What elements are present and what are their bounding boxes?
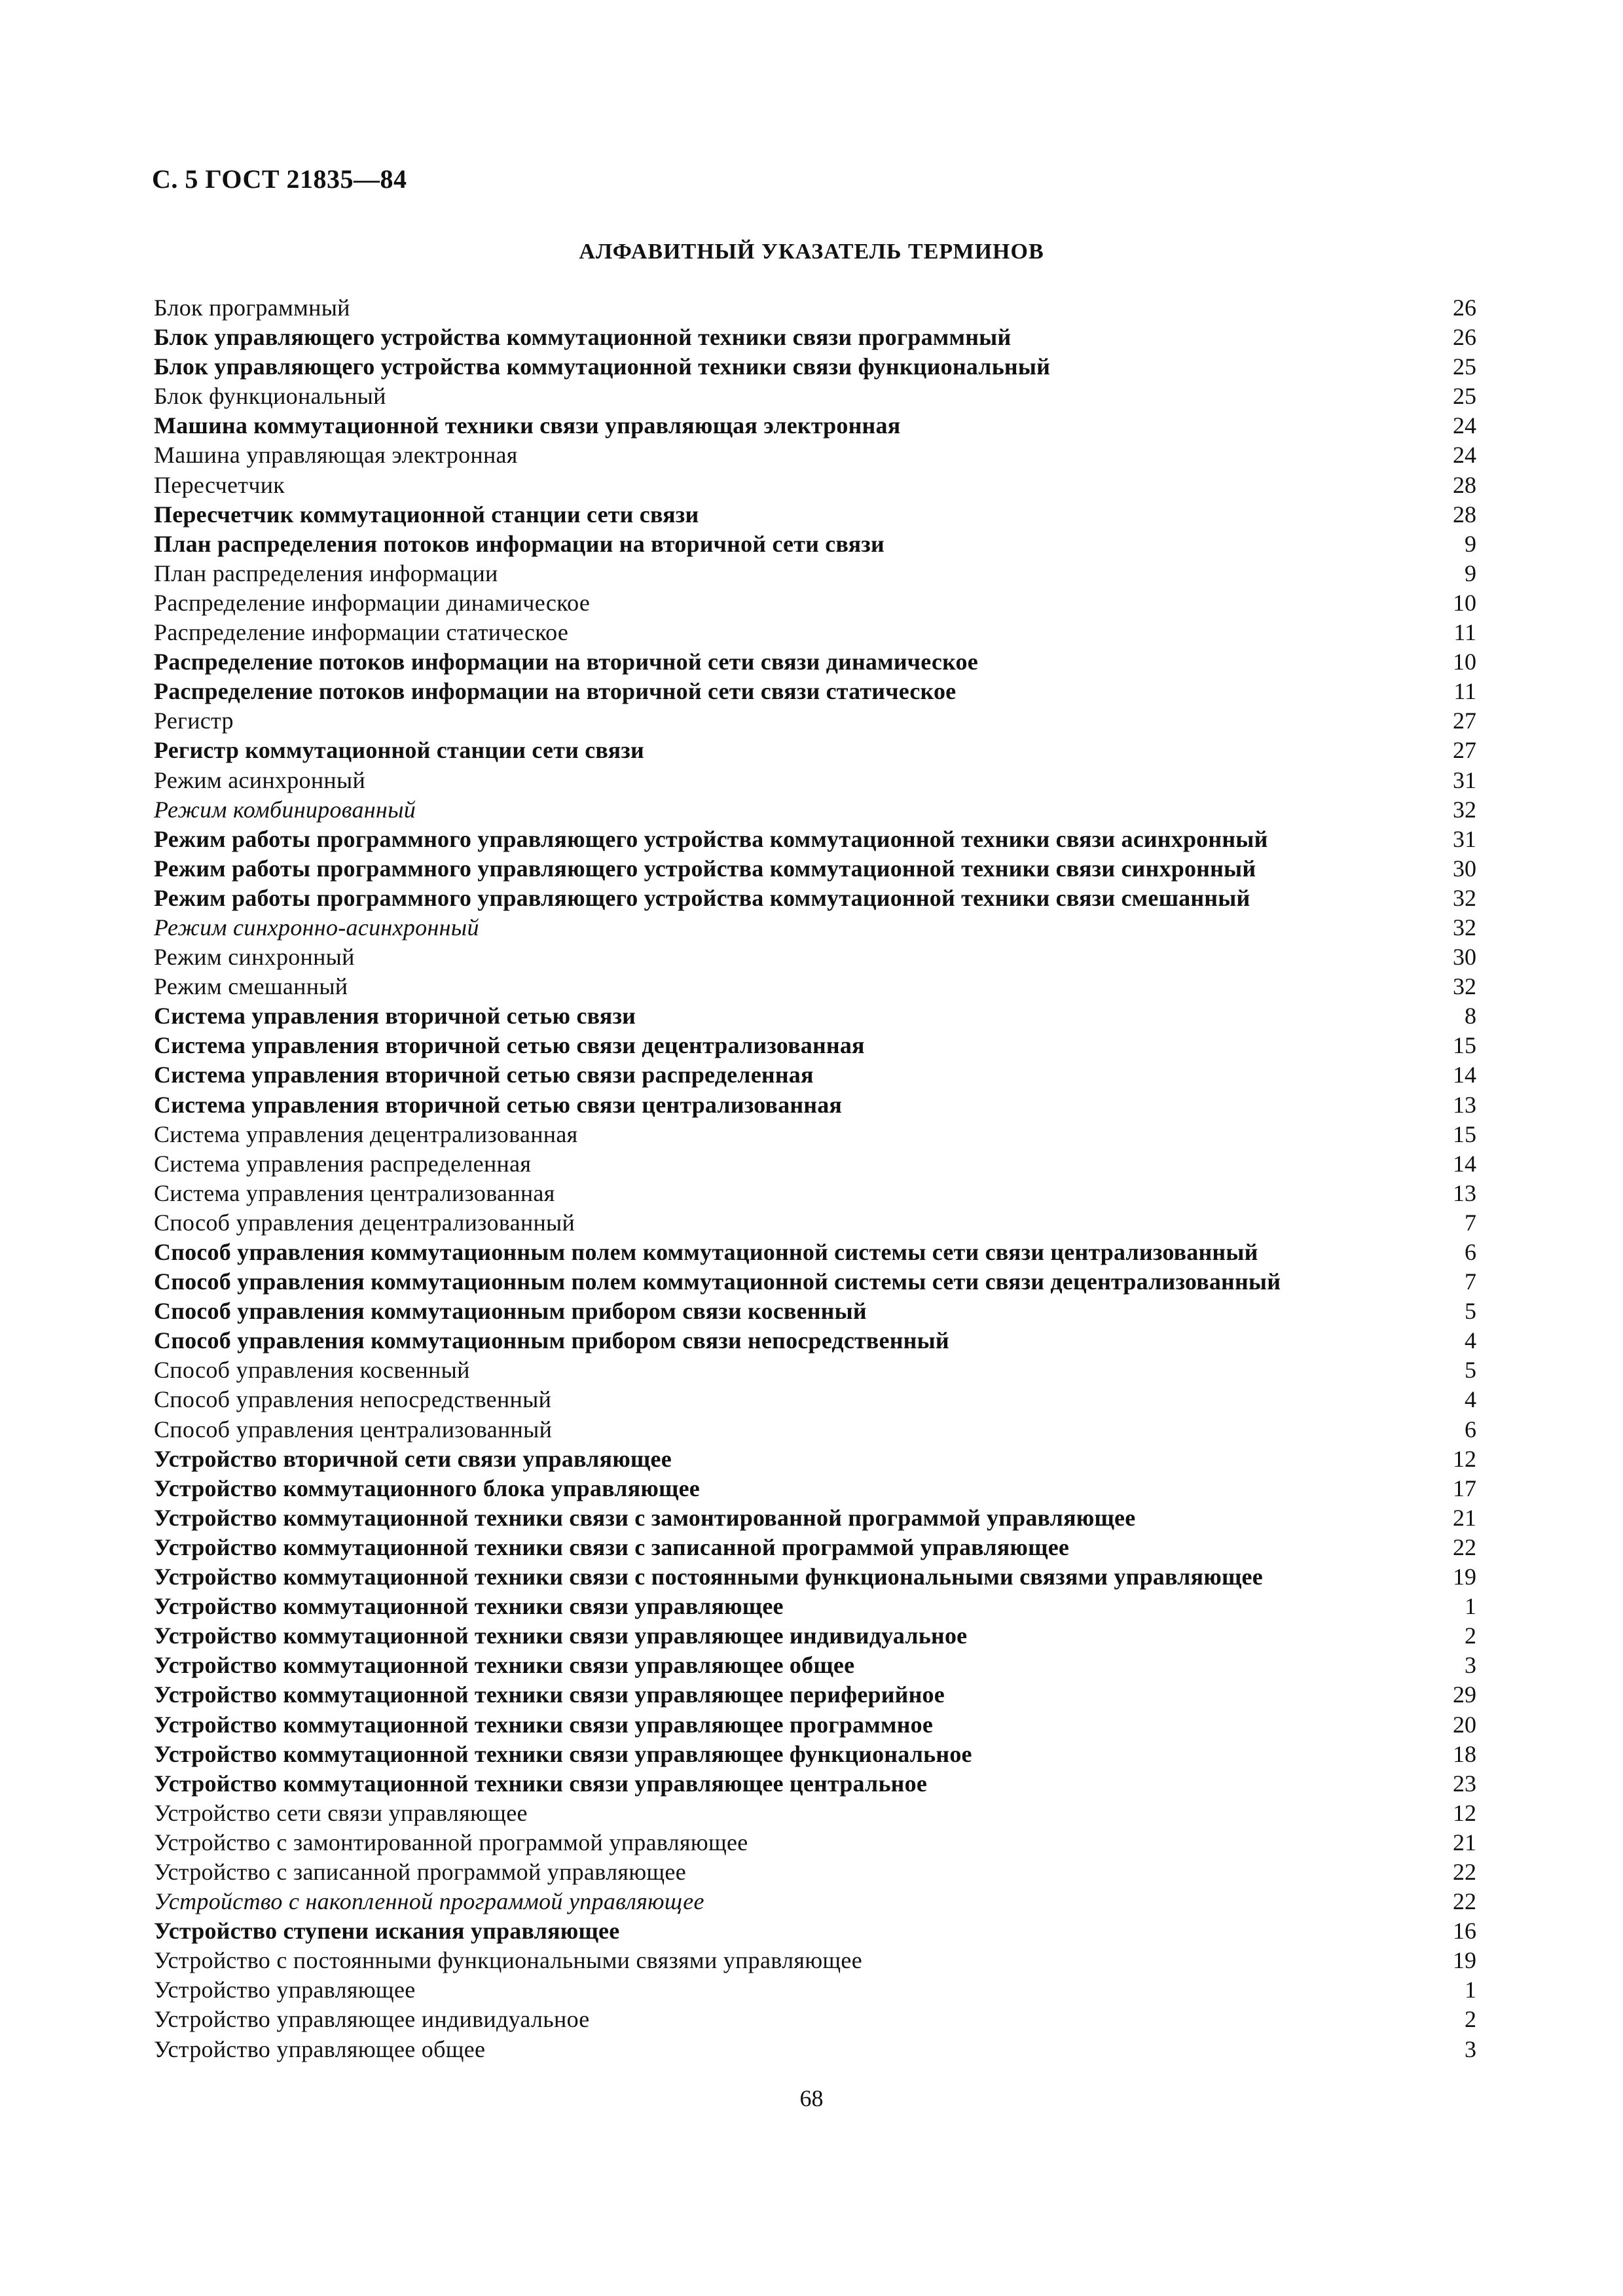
index-entry: [154, 1208, 1476, 1238]
index-entry: [154, 825, 1476, 854]
index-entry-term: Устройство коммутационной техники связи управляющее общее: [154, 1652, 855, 1679]
index-entry-term: Устройство коммутационной техники связи управляющее периферийное: [154, 1681, 945, 1708]
index-entry-number: 20: [1453, 1711, 1476, 1738]
index-entry: [154, 1916, 1476, 1946]
index-entry-number: 22: [1453, 1534, 1476, 1560]
index-entry-term: Система управления распределенная: [154, 1150, 532, 1177]
index-entry-number: 7: [1465, 1268, 1476, 1295]
index-entry-number: 9: [1465, 530, 1476, 557]
index-entry: [154, 1179, 1476, 1208]
index-entry: [154, 1828, 1476, 1857]
index-entry: [154, 1975, 1476, 2005]
index-entry: [154, 1120, 1476, 1149]
index-entry-number: 14: [1453, 1062, 1476, 1088]
index-entry-number: 12: [1453, 1445, 1476, 1472]
index-entry-number: 27: [1453, 737, 1476, 764]
index-entry: [154, 854, 1476, 884]
index-entry: [154, 323, 1476, 352]
index-entry-number: 32: [1453, 796, 1476, 823]
index-entry: [154, 1297, 1476, 1326]
index-entry-number: 17: [1453, 1475, 1476, 1501]
index-entry-term: Регистр: [154, 708, 234, 734]
index-entry-term: Режим работы программного управляющего устройства коммутационной техники связи асинхронный: [154, 825, 1268, 852]
index-entry: [154, 618, 1476, 647]
index-entry-number: 4: [1465, 1386, 1476, 1413]
index-entry: [154, 736, 1476, 765]
index-entry: [154, 1149, 1476, 1179]
index-entry-term: Устройство коммутационной техники связи управляющее: [154, 1593, 784, 1620]
index-entry-number: 21: [1453, 1504, 1476, 1531]
index-entry-number: 3: [1465, 2036, 1476, 2062]
index-entry-term: Режим синхронно-асинхронный: [154, 914, 479, 941]
index-entry-term: Устройство управляющее индивидуальное: [154, 2006, 590, 2033]
index-entry: [154, 411, 1476, 440]
index-entry: [154, 1887, 1476, 1916]
index-entry-term: Способ управления централизованный: [154, 1416, 553, 1443]
index-entry-number: 19: [1453, 1947, 1476, 1974]
term-index-list: [154, 293, 1476, 2064]
index-entry-number: 25: [1453, 353, 1476, 380]
index-entry-term: Способ управления коммутационным прибором связи непосредственный: [154, 1327, 949, 1354]
index-entry-number: 28: [1453, 501, 1476, 528]
index-entry: [154, 588, 1476, 618]
index-entry-number: 7: [1465, 1209, 1476, 1236]
index-entry-term: Устройство с записанной программой управляющее: [154, 1858, 686, 1885]
index-entry: [154, 1857, 1476, 1887]
index-entry-term: Распределение информации динамическое: [154, 589, 591, 616]
index-entry-term: Машина коммутационной техники связи управляющая электронная: [154, 412, 901, 439]
index-entry-term: Распределение потоков информации на вторичной сети связи статическое: [154, 678, 957, 705]
index-title: АЛФАВИТНЫЙ УКАЗАТЕЛЬ ТЕРМИНОВ: [579, 240, 1044, 264]
index-entry-number: 16: [1453, 1918, 1476, 1945]
index-entry: [154, 942, 1476, 972]
index-entry: [154, 1946, 1476, 1975]
index-entry-term: Машина управляющая электронная: [154, 442, 518, 469]
index-entry: [154, 972, 1476, 1001]
index-entry-term: Блок функциональный: [154, 383, 386, 410]
index-entry-number: 1: [1465, 1593, 1476, 1620]
index-entry-number: 31: [1453, 766, 1476, 793]
index-entry: [154, 1799, 1476, 1828]
index-entry-number: 30: [1453, 944, 1476, 971]
index-entry-term: Устройство ступени искания управляющее: [154, 1918, 620, 1945]
index-entry: [154, 382, 1476, 411]
index-entry-number: 11: [1453, 619, 1476, 646]
index-entry: [154, 795, 1476, 825]
index-entry: [154, 1710, 1476, 1740]
index-entry-term: Устройство коммутационной техники связи управляющее индивидуальное: [154, 1623, 968, 1649]
index-entry-term: Распределение потоков информации на вторичной сети связи динамическое: [154, 649, 978, 675]
index-entry: [154, 352, 1476, 382]
index-entry: [154, 500, 1476, 529]
index-entry-term: Система управления децентрализованная: [154, 1121, 578, 1147]
index-entry-term: Способ управления непосредственный: [154, 1386, 552, 1413]
index-entry-term: Устройство коммутационной техники связи управляющее функциональное: [154, 1740, 972, 1767]
index-entry: [154, 2035, 1476, 2064]
index-entry: [154, 1415, 1476, 1444]
index-entry: [154, 1031, 1476, 1060]
index-entry-term: Способ управления коммутационным прибором связи косвенный: [154, 1298, 867, 1325]
index-entry-term: Режим синхронный: [154, 944, 355, 971]
index-entry-term: Способ управления коммутационным полем коммутационной системы сети связи централизованный: [154, 1239, 1258, 1265]
index-entry-term: Устройство управляющее общее: [154, 2036, 486, 2062]
index-entry-term: Устройство коммутационной техники связи управляющее программное: [154, 1711, 934, 1738]
index-entry-term: План распределения потоков информации на вторичной сети связи: [154, 530, 884, 557]
index-entry-term: Способ управления коммутационным полем коммутационной системы сети связи децентрализованный: [154, 1268, 1281, 1295]
index-entry-term: Устройство коммутационной техники связи с постоянными функциональными связями управляющее: [154, 1564, 1263, 1590]
index-entry-number: 12: [1453, 1799, 1476, 1826]
index-entry-number: 8: [1465, 1003, 1476, 1030]
index-entry-number: 22: [1453, 1888, 1476, 1915]
index-entry-number: 18: [1453, 1740, 1476, 1767]
index-entry-term: Режим комбинированный: [154, 796, 416, 823]
index-entry: [154, 1769, 1476, 1799]
index-entry-number: 15: [1453, 1032, 1476, 1059]
index-entry-number: 24: [1453, 442, 1476, 469]
index-entry-term: Режим работы программного управляющего устройства коммутационной техники связи синхронный: [154, 855, 1256, 882]
index-entry: [154, 440, 1476, 470]
index-entry-number: 26: [1453, 295, 1476, 321]
index-entry-number: 21: [1453, 1829, 1476, 1856]
index-entry: [154, 1238, 1476, 1267]
index-entry: [154, 1090, 1476, 1120]
index-entry: [154, 1651, 1476, 1680]
index-entry: [154, 1267, 1476, 1297]
index-entry: [154, 293, 1476, 323]
index-entry: [154, 1001, 1476, 1031]
index-entry: [154, 1621, 1476, 1651]
index-entry-term: Устройство с замонтированной программой управляющее: [154, 1829, 748, 1856]
index-entry: [154, 1533, 1476, 1562]
index-entry-number: 32: [1453, 884, 1476, 911]
index-entry: [154, 677, 1476, 706]
index-entry-number: 11: [1453, 678, 1476, 705]
index-entry-term: Режим смешанный: [154, 973, 348, 1000]
index-entry-number: 2: [1465, 1623, 1476, 1649]
index-entry-term: Устройство коммутационной техники связи управляющее центральное: [154, 1770, 928, 1797]
index-entry: [154, 1680, 1476, 1710]
index-entry: [154, 1503, 1476, 1533]
index-entry-term: Система управления централизованная: [154, 1179, 555, 1206]
index-entry-number: 5: [1465, 1298, 1476, 1325]
index-entry-number: 10: [1453, 649, 1476, 675]
index-entry-number: 24: [1453, 412, 1476, 439]
index-entry-term: Система управления вторичной сетью связи: [154, 1003, 636, 1030]
index-entry: [154, 1060, 1476, 1090]
index-entry-term: Регистр коммутационной станции сети связи: [154, 737, 644, 764]
index-entry-term: Устройство коммутационной техники связи с записанной программой управляющее: [154, 1534, 1070, 1560]
index-entry-term: Блок управляющего устройства коммутационной техники связи функциональный: [154, 353, 1051, 380]
index-entry-term: Способ управления косвенный: [154, 1357, 470, 1384]
page-number: 68: [799, 2085, 824, 2111]
index-entry-term: Распределение информации статическое: [154, 619, 569, 646]
index-entry-number: 6: [1465, 1416, 1476, 1443]
index-entry-term: Режим асинхронный: [154, 766, 366, 793]
index-entry-number: 10: [1453, 589, 1476, 616]
index-entry-term: Система управления вторичной сетью связи распределенная: [154, 1062, 814, 1088]
index-entry-term: Пересчетчик: [154, 471, 285, 498]
index-entry: [154, 1444, 1476, 1474]
index-entry: [154, 706, 1476, 736]
index-entry-term: План распределения информации: [154, 560, 498, 586]
index-entry-number: 3: [1465, 1652, 1476, 1679]
index-entry: [154, 913, 1476, 942]
index-entry-number: 15: [1453, 1121, 1476, 1147]
index-entry-term: Устройство с накопленной программой управляющее: [154, 1888, 704, 1915]
index-entry-number: 27: [1453, 708, 1476, 734]
index-entry-term: Способ управления децентрализованный: [154, 1209, 575, 1236]
index-entry-number: 9: [1465, 560, 1476, 586]
index-entry: [154, 1740, 1476, 1769]
index-entry-number: 13: [1453, 1179, 1476, 1206]
index-entry-number: 5: [1465, 1357, 1476, 1384]
index-entry: [154, 1385, 1476, 1414]
index-entry-term: Устройство коммутационного блока управляющее: [154, 1475, 700, 1501]
index-entry: [154, 2005, 1476, 2034]
index-entry-number: 22: [1453, 1858, 1476, 1885]
index-entry-number: 13: [1453, 1091, 1476, 1118]
index-entry: [154, 1562, 1476, 1592]
index-entry-number: 29: [1453, 1681, 1476, 1708]
index-entry-number: 6: [1465, 1239, 1476, 1265]
index-entry-number: 30: [1453, 855, 1476, 882]
index-entry-number: 2: [1465, 2006, 1476, 2033]
index-entry: [154, 1355, 1476, 1385]
index-entry-term: Блок программный: [154, 295, 350, 321]
index-entry-term: Пересчетчик коммутационной станции сети связи: [154, 501, 699, 528]
index-entry-term: Система управления вторичной сетью связи централизованная: [154, 1091, 843, 1118]
index-entry-number: 4: [1465, 1327, 1476, 1354]
index-entry-number: 14: [1453, 1150, 1476, 1177]
index-entry: [154, 1326, 1476, 1355]
index-entry-number: 32: [1453, 973, 1476, 1000]
index-entry-term: Режим работы программного управляющего устройства коммутационной техники связи смешанный: [154, 884, 1250, 911]
index-entry-number: 26: [1453, 324, 1476, 351]
index-entry: [154, 1474, 1476, 1503]
index-entry-number: 32: [1453, 914, 1476, 941]
page-header: С. 5 ГОСТ 21835—84: [152, 164, 407, 194]
index-entry: [154, 471, 1476, 500]
index-entry-number: 28: [1453, 471, 1476, 498]
index-entry-number: 23: [1453, 1770, 1476, 1797]
index-entry-term: Устройство вторичной сети связи управляющее: [154, 1445, 672, 1472]
index-entry: [154, 1592, 1476, 1621]
index-entry: [154, 529, 1476, 559]
index-entry-term: Блок управляющего устройства коммутационной техники связи программный: [154, 324, 1012, 351]
index-entry-term: Система управления вторичной сетью связи децентрализованная: [154, 1032, 865, 1059]
index-entry: [154, 884, 1476, 913]
index-entry-number: 25: [1453, 383, 1476, 410]
index-entry-number: 1: [1465, 1977, 1476, 2003]
index-entry-term: Устройство управляющее: [154, 1977, 416, 2003]
index-entry-term: Устройство с постоянными функциональными связями управляющее: [154, 1947, 862, 1974]
index-entry-term: Устройство коммутационной техники связи с замонтированной программой управляющее: [154, 1504, 1136, 1531]
index-entry-term: Устройство сети связи управляющее: [154, 1799, 528, 1826]
index-entry-number: 31: [1453, 825, 1476, 852]
index-entry-number: 19: [1453, 1564, 1476, 1590]
index-entry: [154, 559, 1476, 588]
index-entry: [154, 766, 1476, 795]
index-entry: [154, 647, 1476, 677]
